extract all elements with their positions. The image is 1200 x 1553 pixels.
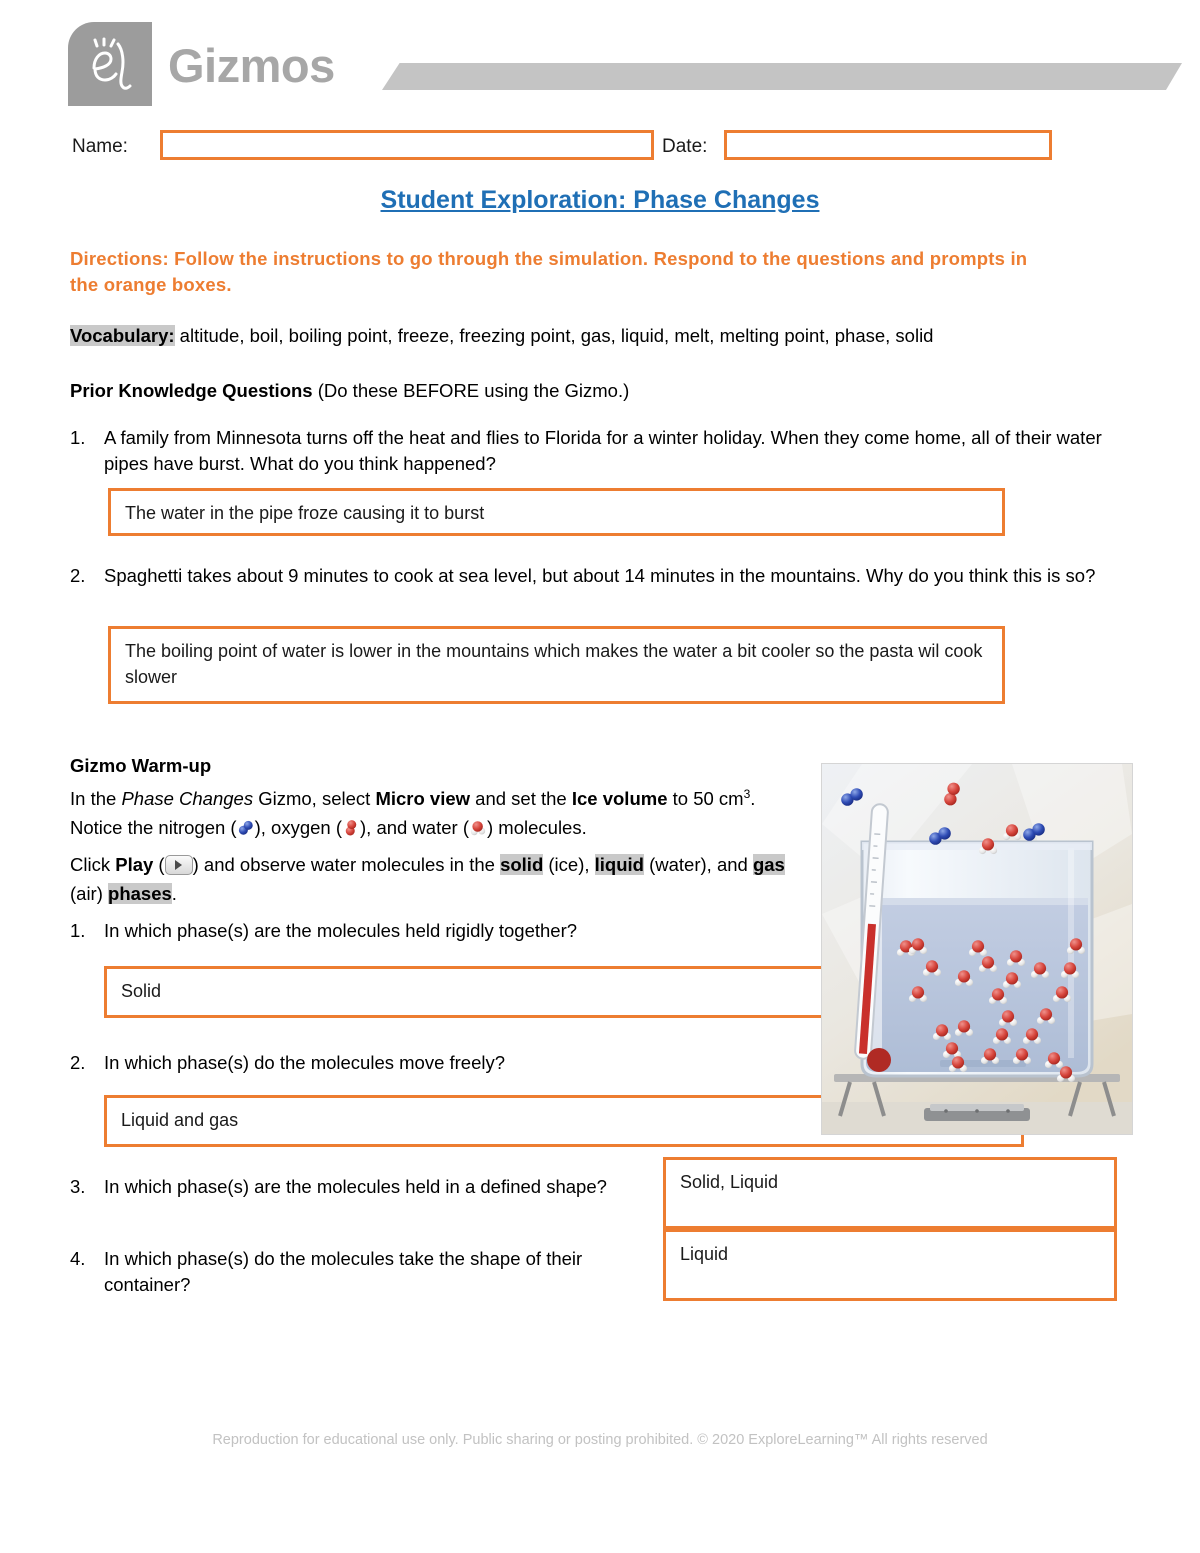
- warmup-question-4-text: In which phase(s) do the molecules take the shape of their container?: [104, 1248, 583, 1295]
- name-input[interactable]: [160, 130, 654, 160]
- date-label: Date:: [662, 136, 708, 157]
- warmup-p1-b: Gizmo, select: [253, 788, 376, 810]
- warmup-p2-g: .: [171, 883, 177, 904]
- warmup-p2-d: (ice),: [543, 854, 595, 875]
- pk-question-2-text: Spaghetti takes about 9 minutes to cook at sea level, but about 14 minutes in the mountains. Why do you think this is so?: [104, 565, 1096, 586]
- solid-term: solid: [500, 854, 544, 875]
- cubic-exponent: 3: [743, 787, 751, 801]
- ice-volume-label: Ice volume: [571, 788, 668, 810]
- warmup-paragraph-2: [70, 850, 800, 908]
- nitrogen-molecule-icon: [237, 819, 255, 837]
- prior-knowledge-note: (Do these BEFORE using the Gizmo.): [317, 380, 630, 401]
- pk-question-1: [70, 425, 1116, 477]
- brand-name: Gizmos: [168, 39, 335, 92]
- name-date-row: [72, 130, 1132, 164]
- pk-answer-1[interactable]: The water in the pipe froze causing it to burst: [108, 488, 1005, 536]
- vocabulary-terms: altitude, boil, boiling point, freeze, freezing point, gas, liquid, melt, melting point, phase, solid: [179, 325, 934, 346]
- warmup-paragraph-1: [70, 780, 800, 842]
- pk-question-1-text: A family from Minnesota turns off the heat and flies to Florida for a winter holiday. When they come home, all of their water pipes have burst. What do you think happened?: [104, 427, 1102, 474]
- oxygen-molecule-icon: [342, 819, 360, 837]
- name-label: Name:: [72, 136, 128, 157]
- page-title: Student Exploration: Phase Changes: [380, 186, 820, 214]
- el-script-logo-icon: [68, 22, 152, 106]
- warmup-question-3-text: In which phase(s) are the molecules held in a defined shape?: [104, 1176, 607, 1197]
- warmup-answer-4[interactable]: Liquid: [663, 1229, 1117, 1301]
- gizmo-name: Phase Changes: [121, 788, 254, 810]
- warmup-question-2: [70, 1050, 790, 1076]
- beaker-scene-svg: [822, 764, 1132, 1134]
- pk-question-2: [70, 563, 1116, 589]
- warmup-p2-b: (: [153, 854, 165, 875]
- warmup-answer-3[interactable]: Solid, Liquid: [663, 1157, 1117, 1229]
- micro-view-label: Micro view: [375, 788, 471, 810]
- vocabulary-line: [70, 322, 1116, 349]
- water-molecule-icon: [469, 819, 487, 837]
- warmup-question-4: [70, 1246, 650, 1298]
- intro-block: [70, 246, 1116, 430]
- footer-copyright: Reproduction for educational use only. Public sharing or posting prohibited. © 2020 ExploreLearning™ All rights reserved: [212, 1432, 988, 1448]
- warmup-p2-c: ) and observe water molecules in the: [192, 854, 501, 875]
- document-header: [68, 22, 1178, 112]
- warmup-p2-e: (water), and: [643, 854, 753, 875]
- beaker-illustration: [821, 763, 1133, 1135]
- warmup-p1-g: ), and water (: [360, 817, 469, 839]
- warmup-question-4-number: 4.: [70, 1248, 86, 1269]
- warmup-p1-h: ) molecules.: [487, 817, 587, 839]
- warmup-answer-2[interactable]: Liquid and gas: [104, 1095, 1024, 1147]
- liquid-term: liquid: [594, 854, 644, 875]
- play-button-icon[interactable]: [165, 855, 193, 875]
- warmup-question-3-number: 3.: [70, 1176, 86, 1197]
- pk-answer-2[interactable]: The boiling point of water is lower in the mountains which makes the water a bit cooler so the pasta wil cook slower: [108, 626, 1005, 704]
- warmup-heading: Gizmo Warm-up: [70, 755, 212, 776]
- warmup-p1-f: ), oxygen (: [254, 817, 342, 839]
- warmup-question-1-text: In which phase(s) are the molecules held rigidly together?: [104, 920, 578, 941]
- prior-knowledge-heading: Prior Knowledge Questions: [70, 380, 313, 401]
- pk-question-1-number: 1.: [70, 427, 86, 448]
- warmup-question-3: [70, 1174, 650, 1200]
- warmup-answer-1[interactable]: Solid: [104, 966, 1024, 1018]
- date-input[interactable]: [724, 130, 1052, 160]
- warmup-p1-c: and set the: [470, 788, 572, 810]
- play-label: Play: [115, 854, 154, 875]
- warmup-p1-d: to 50 cm: [667, 788, 744, 810]
- pk-question-2-number: 2.: [70, 565, 86, 586]
- header-accent-bar: [382, 63, 1182, 90]
- warmup-p2-f: (air): [70, 883, 109, 904]
- gizmos-logo-tile: [68, 22, 152, 106]
- warmup-question-1: [70, 918, 790, 944]
- warmup-question-2-text: In which phase(s) do the molecules move freely?: [104, 1052, 506, 1073]
- directions-text: Directions: Follow the instructions to go through the simulation. Respond to the questions and prompts in the orange boxes.: [70, 248, 1028, 295]
- warmup-p1-a: In the: [70, 788, 122, 810]
- vocabulary-label: Vocabulary:: [70, 325, 175, 346]
- warmup-question-2-number: 2.: [70, 1052, 86, 1073]
- prior-knowledge-heading-line: [70, 377, 1116, 404]
- warmup-p2-a: Click: [70, 854, 116, 875]
- warmup-question-1-number: 1.: [70, 920, 86, 941]
- gas-term: gas: [752, 854, 785, 875]
- warmup-p1-e: . Notice the nitrogen (: [70, 788, 756, 839]
- phases-term: phases: [108, 883, 172, 904]
